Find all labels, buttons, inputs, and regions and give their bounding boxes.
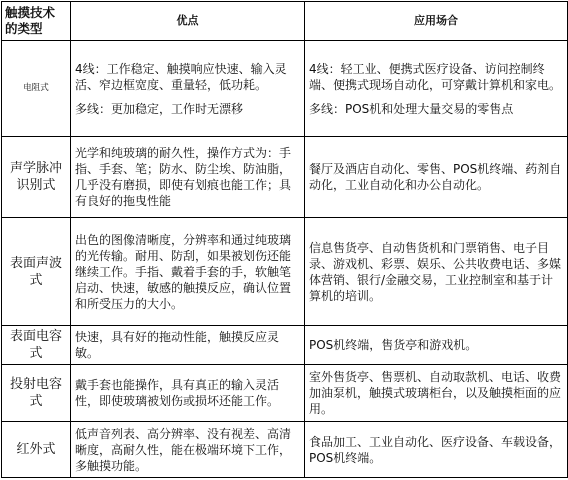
row-applications-surface-acoustic: 信息售货亭、自动售货机和门票销售、电子目录、游戏机、彩票、娱乐、公共收费电话、多媒体营销、银行/金融交易，工业控制室和基于计算机的培训。 bbox=[305, 218, 568, 326]
table-row-surface-capacitive bbox=[2, 326, 568, 365]
table-row-acoustic-pulse bbox=[2, 137, 568, 218]
row-type-acoustic-pulse: 声学脉冲识别式 bbox=[2, 137, 71, 218]
row-applications-resistive bbox=[305, 41, 568, 137]
row-advantages-resistive bbox=[71, 41, 305, 137]
row-advantages-infrared: 低声音列表、高分辨率、没有视差、高清晰度，高耐久性，能在极端环境下工作，多触摸功能。 bbox=[71, 422, 305, 478]
row-advantages-acoustic-pulse: 光学和纯玻璃的耐久性，操作方式为：手指、手套、笔；防水、防尘埃、防油脂，几乎没有磨损，即使有划痕也能工作；具有良好的拖曳性能 bbox=[71, 137, 305, 218]
header-applications: 应用场合 bbox=[305, 2, 568, 41]
header-advantages: 优点 bbox=[71, 2, 305, 41]
row-type-resistive: 电阻式 bbox=[2, 41, 71, 137]
row-advantages-projected-capacitive: 戴手套也能操作，具有真正的输入灵活性，即使玻璃被划伤或损坏还能工作。 bbox=[71, 365, 305, 422]
table-row-infrared bbox=[2, 422, 568, 478]
row-applications-infrared: 食品加工、工业自动化、医疗设备、车载设备，POS机终端。 bbox=[305, 422, 568, 478]
applications-4wire: 4线：轻工业、便携式医疗设备、访问控制终端、便携式现场自动化，可穿戴计算机和家电。 bbox=[309, 61, 562, 92]
touch-technology-table bbox=[1, 1, 568, 478]
advantages-multiwire: 多线：更加稳定，工作时无漂移 bbox=[75, 101, 244, 116]
table-row-resistive bbox=[2, 41, 568, 137]
table-row-projected-capacitive bbox=[2, 365, 568, 422]
row-advantages-surface-acoustic: 出色的图像清晰度，分辨率和通过纯玻璃的光传输。耐用、防刮，如果被划伤还能继续工作。手指、戴着手套的手，软触笔启动、快速，敏感的触摸反应，确认位置和所受压力的大小。 bbox=[71, 218, 305, 326]
table-row-surface-acoustic bbox=[2, 218, 568, 326]
header-row bbox=[2, 2, 568, 41]
row-type-projected-capacitive: 投射电容式 bbox=[2, 365, 71, 422]
header-type: 触摸技术的类型 bbox=[2, 2, 71, 41]
row-applications-surface-capacitive: POS机终端，售货亭和游戏机。 bbox=[305, 326, 568, 365]
row-type-infrared: 红外式 bbox=[2, 422, 71, 478]
advantages-4wire: 4线：工作稳定、触摸响应快速、输入灵活、窄边框宽度、重量轻，低功耗。 bbox=[75, 61, 287, 92]
row-applications-acoustic-pulse: 餐厅及酒店自动化、零售、POS机终端、药剂自动化，工业自动化和办公自动化。 bbox=[305, 137, 568, 218]
applications-multiwire: 多线：POS机和处理大量交易的零售点 bbox=[309, 101, 514, 116]
row-type-surface-acoustic: 表面声波式 bbox=[2, 218, 71, 326]
row-type-surface-capacitive: 表面电容式 bbox=[2, 326, 71, 365]
row-advantages-surface-capacitive: 快速，具有好的拖动性能，触摸反应灵敏。 bbox=[71, 326, 305, 365]
row-applications-projected-capacitive: 室外售货亭、售票机、自动取款机、电话、收费加油泵机，触摸式玻璃柜台，以及触摸柜面的应用。 bbox=[305, 365, 568, 422]
